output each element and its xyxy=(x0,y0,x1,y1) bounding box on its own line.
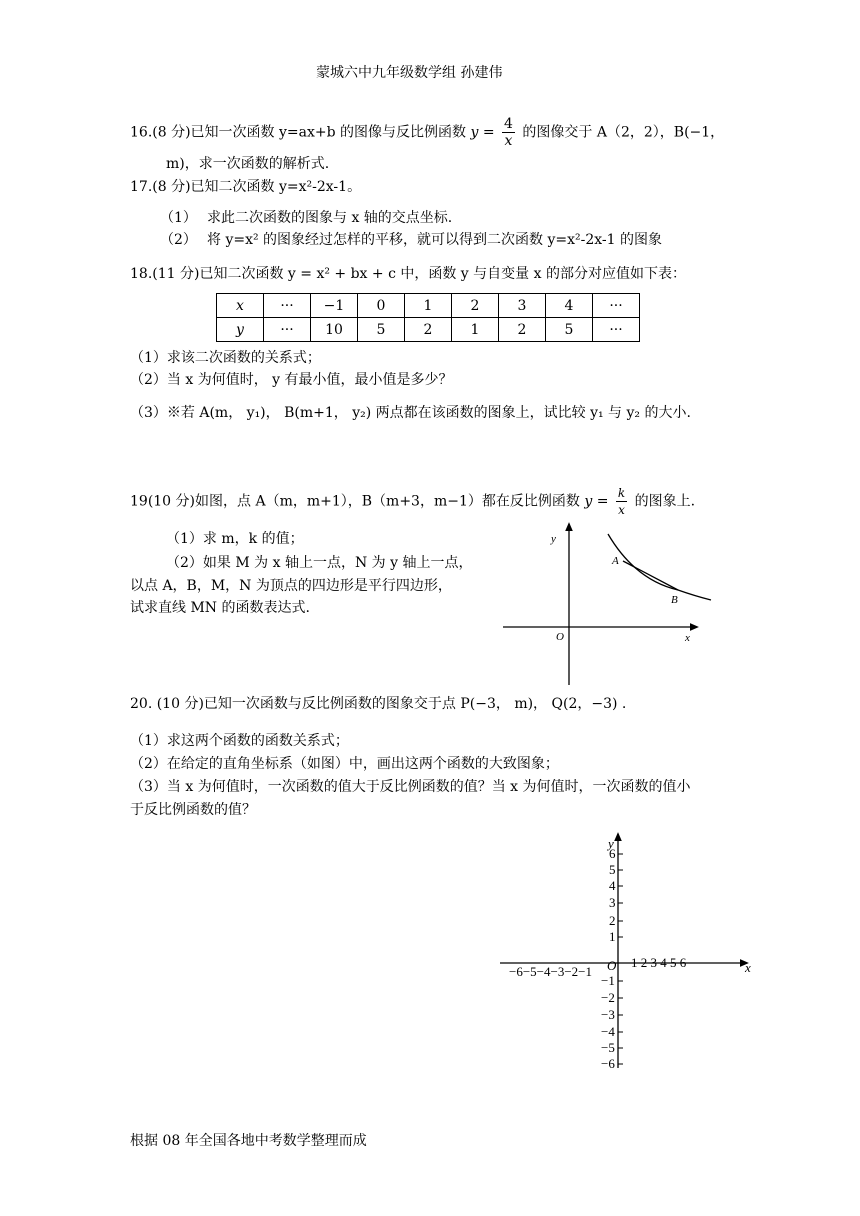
q19-frac-den: x xyxy=(618,503,625,517)
point-a-label: A xyxy=(612,555,619,567)
q20-sub3-line2: 于反比例函数的值？ xyxy=(130,802,256,818)
table-cell: 2 xyxy=(452,294,499,318)
q19-fraction xyxy=(616,485,627,518)
x-positive-tick-labels: 1 2 3 4 5 6 xyxy=(631,955,687,970)
q16-frac-lhs: y = xyxy=(470,124,495,141)
table-cell: 1 xyxy=(452,318,499,342)
q19-text-b: 的图象上. xyxy=(634,493,696,510)
table-cell: ··· xyxy=(264,294,311,318)
table-cell: x xyxy=(217,294,264,318)
q18-sub1: （1）求该二次函数的关系式； xyxy=(130,350,321,366)
table-cell: ··· xyxy=(593,318,640,342)
page-header: 蒙城六中九年级数学组 孙建伟 xyxy=(316,65,503,81)
y-tick-label: −5 xyxy=(601,1040,615,1055)
table-cell: 3 xyxy=(499,294,546,318)
table-cell: y xyxy=(217,318,264,342)
q17-item1-no: （1） xyxy=(160,210,197,226)
q20-sub1: （1）求这两个函数的函数关系式； xyxy=(130,733,349,749)
q18-sub2: （2）当 x 为何值时， y 有最小值，最小值是多少？ xyxy=(130,372,453,388)
q18-title: 18.(11 分)已知二次函数 y = x² + bx + c 中，函数 y 与自变量 x 的部分对应值如下表： xyxy=(130,266,686,282)
q16-text-a: 16.(8 分)已知一次函数 y=ax+b 的图像与反比例函数 xyxy=(130,124,467,141)
q16-fraction xyxy=(502,116,515,149)
y-tick-label: 1 xyxy=(609,929,616,944)
q20-coordinate-grid xyxy=(495,830,765,1075)
q18-value-table xyxy=(216,293,640,342)
table-cell: 5 xyxy=(546,318,593,342)
y-tick-label: 3 xyxy=(609,895,616,910)
q17-item2: 将 y=x² 的图象经过怎样的平移，就可以得到二次函数 y=x²-2x-1 的图象 xyxy=(207,232,663,248)
q16-line1 xyxy=(130,116,724,149)
hyperbola-curve xyxy=(608,534,711,600)
grid-origin-label: O xyxy=(607,958,617,973)
y-tick-label: −3 xyxy=(601,1007,615,1022)
q17-title: 17.(8 分)已知二次函数 y=x²-2x-1。 xyxy=(130,179,362,195)
q16-frac-den: x xyxy=(504,133,513,149)
table-cell: 2 xyxy=(405,318,452,342)
y-tick-label: −2 xyxy=(601,990,615,1005)
q19-title xyxy=(130,485,695,518)
q19-sub1: （1）求 m，k 的值； xyxy=(166,531,304,547)
y-axis-label: y xyxy=(551,533,556,545)
table-cell: ··· xyxy=(593,294,640,318)
q18-sub3: （3）※若 A(m， y₁)， B(m+1， y₂) 两点都在该函数的图象上，试比较 y₁ 与 y₂ 的大小. xyxy=(130,405,691,421)
table-row xyxy=(217,294,640,318)
table-cell: 1 xyxy=(405,294,452,318)
x-axis-label: x xyxy=(685,632,690,644)
q16-line2: m)，求一次函数的解析式. xyxy=(166,156,330,172)
y-tick-label: −1 xyxy=(601,973,615,988)
y-tick-label: 4 xyxy=(609,878,616,893)
q16-frac-num: 4 xyxy=(504,116,513,132)
segment-ab xyxy=(623,561,678,590)
y-tick-marks xyxy=(618,854,623,1064)
y-tick-label: 2 xyxy=(609,913,616,928)
q19-frac-num: k xyxy=(617,486,626,500)
y-tick-label: −6 xyxy=(601,1056,615,1071)
grid-x-label: x xyxy=(745,960,751,975)
origin-label: O xyxy=(556,631,564,643)
y-tick-label: −4 xyxy=(601,1024,615,1039)
table-cell: ··· xyxy=(264,318,311,342)
y-tick-label: 6 xyxy=(609,846,616,861)
q17-item1: 求此二次函数的图象与 x 轴的交点坐标. xyxy=(207,210,453,226)
x-negative-tick-labels: −6−5−4−3−2−1 xyxy=(509,964,592,979)
q19-text-a: 19(10 分)如图，点 A（m，m+1），B（m+3，m−1）都在反比例函数 xyxy=(130,493,580,510)
table-cell: 0 xyxy=(358,294,405,318)
table-cell: 10 xyxy=(311,318,358,342)
point-b-label: B xyxy=(671,594,678,606)
q16-text-b: 的图像交于 A（2，2），B(−1， xyxy=(522,124,725,141)
table-cell: 5 xyxy=(358,318,405,342)
page-footer: 根据 08 年全国各地中考数学整理而成 xyxy=(130,1133,367,1149)
q19-sub2-line1: （2）如果 M 为 x 轴上一点，N 为 y 轴上一点， xyxy=(166,555,473,571)
q20-sub3-line1: （3）当 x 为何值时，一次函数的值大于反比例函数的值？当 x 为何值时，一次函数的值小 xyxy=(130,779,691,795)
q20-title: 20. (10 分)已知一次函数与反比例函数的图象交于点 P(−3， m)， Q(2，−3) . xyxy=(130,696,627,712)
q19-frac-lhs: y = xyxy=(584,493,609,510)
table-cell: 4 xyxy=(546,294,593,318)
q20-sub2: （2）在给定的直角坐标系（如图）中，画出这两个函数的大致图象； xyxy=(130,756,559,772)
table-cell: 2 xyxy=(499,318,546,342)
q17-item2-no: （2） xyxy=(160,232,197,248)
q19-sub2-line2: 以点 A，B，M，N 为顶点的四边形是平行四边形， xyxy=(130,578,452,594)
grid-y-label: y xyxy=(608,836,614,851)
q19-sub2-line3: 试求直线 MN 的函数表达式. xyxy=(130,600,310,616)
table-cell: −1 xyxy=(311,294,358,318)
y-tick-label: 5 xyxy=(609,862,616,877)
q19-figure xyxy=(495,520,725,690)
table-row xyxy=(217,318,640,342)
